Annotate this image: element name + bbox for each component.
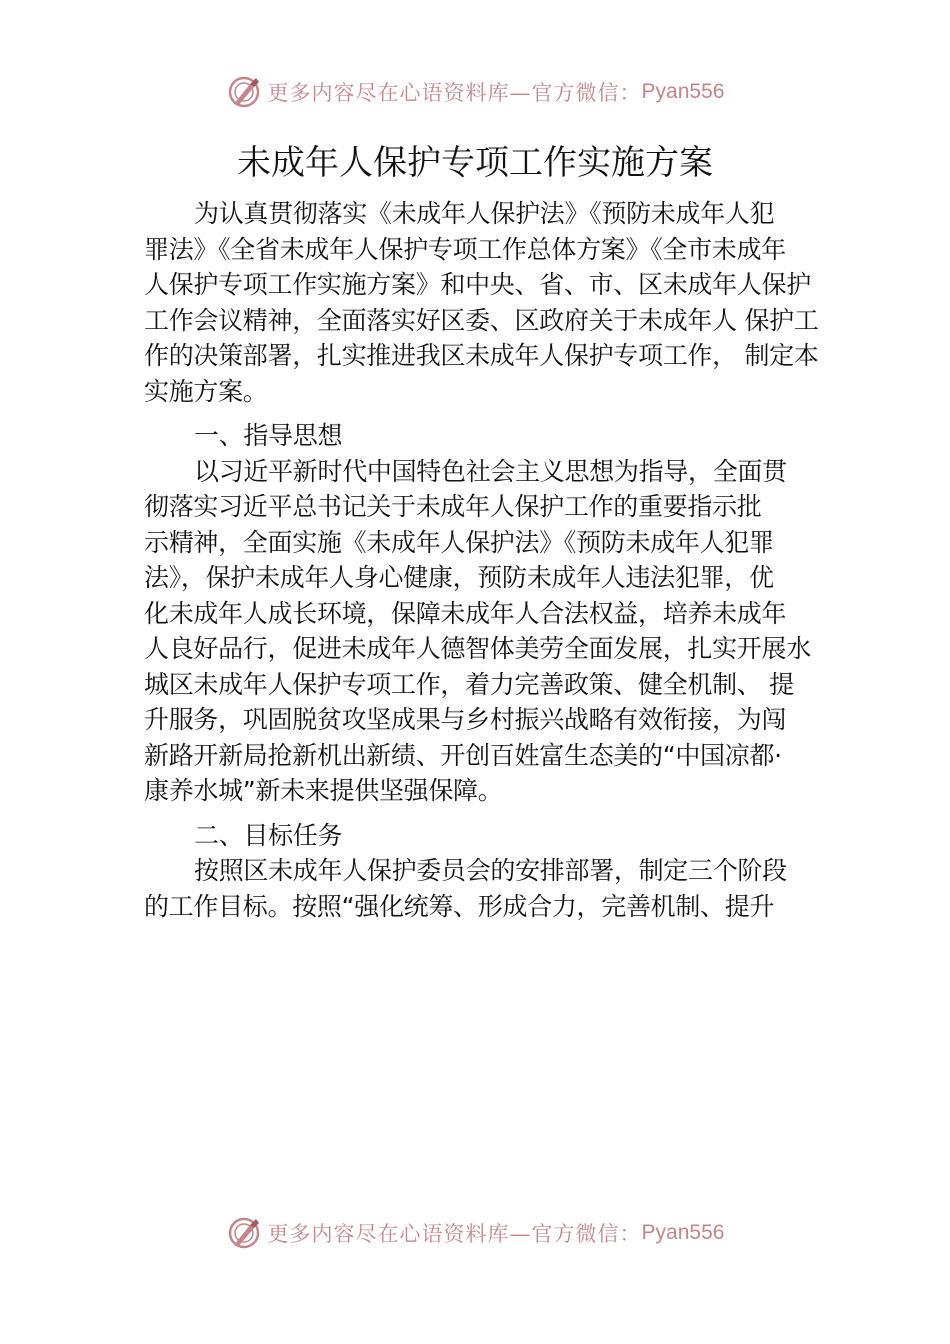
section-heading-objectives: 二、目标任务 xyxy=(194,820,343,850)
watermark-account: Pyan556 xyxy=(641,80,725,103)
text-line: 按照区未成年人保护委员会的安排部署，制定三个阶段 xyxy=(194,856,787,885)
document-title: 未成年人保护专项工作实施方案 xyxy=(237,143,713,183)
footer-watermark xyxy=(0,1211,950,1255)
text-line: 以习近平新时代中国特色社会主义思想为指导，全面贯 xyxy=(194,456,787,486)
section-heading-guiding-ideology: 一、指导思想 xyxy=(194,421,343,450)
text-line: 康养水城”新未来提供坚强保障。 xyxy=(144,776,503,805)
text-line: 化未成年人成长环境，保障未成年人合法权益，培养未成年 xyxy=(144,598,787,628)
header-watermark xyxy=(0,70,950,114)
text-line: 城区未成年人保护专项工作，着力完善政策、健全机制、 提 xyxy=(144,669,794,699)
pen-logo-icon xyxy=(226,1215,262,1251)
text-line: 实施方案。 xyxy=(144,376,268,406)
text-line: 新路开新局抢新机出新绩、开创百姓富生态美的“中国凉都· xyxy=(144,740,782,770)
pen-logo-icon xyxy=(226,74,262,110)
text-line: 工作会议精神，全面落实好区委、区政府关于未成年人 保护工 xyxy=(144,305,819,335)
watermark-text: 更多内容尽在心语资料库—官方微信： xyxy=(267,81,642,105)
text-line: 为认真贯彻落实《未成年人保护法》《预防未成年人犯 xyxy=(194,199,775,228)
watermark-text: 更多内容尽在心语资料库—官方微信： xyxy=(267,1222,642,1246)
paragraph-intro xyxy=(144,196,832,409)
text-line: 法》，保护未成年人身心健康，预防未成年人违法犯罪，优 xyxy=(144,563,774,592)
text-line: 示精神，全面实施《未成年人保护法》《预防未成年人犯罪 xyxy=(144,527,774,557)
text-line: 作的决策部署，扎实推进我区未成年人保护专项工作， 制定本 xyxy=(144,341,819,370)
text-line: 人良好品行，促进未成年人德智体美劳全面发展，扎实开展水 xyxy=(144,634,811,663)
text-line: 升服务，巩固脱贫攻坚成果与乡村振兴战略有效衔接，为闯 xyxy=(144,705,787,734)
document-body xyxy=(144,196,832,924)
text-line: 的工作目标。按照“强化统筹、形成合力，完善机制、提升 xyxy=(144,891,775,921)
paragraph-guiding-ideology xyxy=(144,454,832,809)
text-line: 人保护专项工作实施方案》和中央、省、市、区未成年人保护 xyxy=(144,270,811,299)
text-line: 罪法》《全省未成年人保护专项工作总体方案》《全市未成年 xyxy=(144,234,786,264)
paragraph-objectives xyxy=(144,853,832,924)
text-line: 彻落实习近平总书记关于未成年人保护工作的重要指示批 xyxy=(144,492,762,521)
watermark-account: Pyan556 xyxy=(641,1221,725,1244)
